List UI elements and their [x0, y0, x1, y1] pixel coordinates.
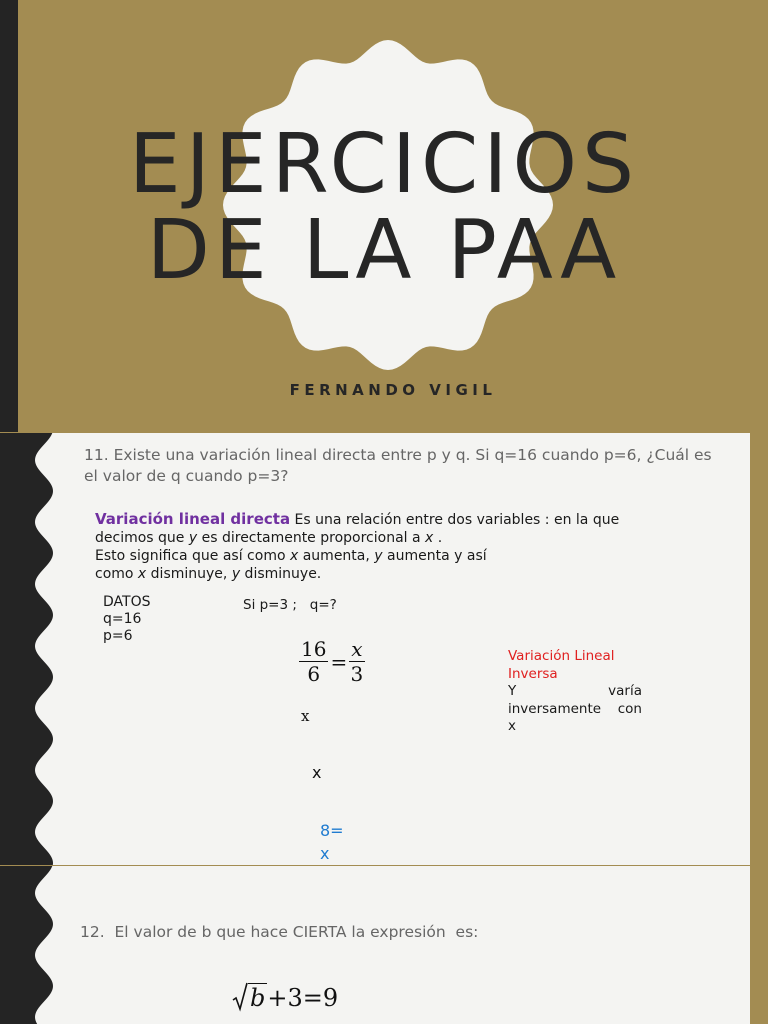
right-gold-bar: [750, 433, 768, 865]
definition-text: .: [433, 530, 443, 546]
exercise-12-slide: [0, 866, 768, 1024]
var-y: y: [231, 566, 241, 582]
given-data: [103, 594, 150, 645]
definition-title: Variación lineal directa: [95, 510, 291, 528]
definition-text: Esto significa que así como: [95, 548, 290, 564]
inverse-word: varía: [608, 683, 642, 699]
radical-equation: [232, 982, 338, 1012]
inverse-variation-note: [508, 648, 642, 736]
numerator: x: [351, 637, 363, 661]
inverse-word: x: [508, 718, 516, 734]
inverse-row: [508, 683, 642, 701]
author-name: FERNANDO VIGIL: [289, 381, 497, 399]
denominator: 6: [307, 662, 321, 686]
definition-text: aumenta,: [298, 548, 375, 564]
equals-sign: =: [330, 649, 348, 674]
equation-rest: +3=9: [267, 984, 339, 1012]
var-y: y: [188, 530, 198, 546]
datos-label: DATOS: [103, 594, 151, 610]
condition-text: Si p=3 ; q=?: [243, 597, 337, 613]
inverse-word: inversamente: [508, 700, 602, 717]
exercise-11-slide: [0, 433, 768, 865]
left-wave-border: [0, 866, 58, 1024]
result: [320, 819, 344, 865]
step-x-2: x: [312, 763, 322, 782]
title-slide: [0, 0, 768, 432]
inverse-word: con: [617, 700, 642, 717]
inverse-word: Y: [508, 683, 517, 699]
result-line2: x: [320, 844, 330, 863]
var-x: x: [425, 530, 434, 546]
var-y: y: [374, 548, 383, 564]
sqrt-symbol-icon: [232, 982, 248, 1012]
slide-title-line2: DE LA PAA: [146, 203, 622, 298]
var-x: x: [289, 548, 299, 564]
left-wave-border: [0, 433, 58, 865]
definition-box: [95, 510, 655, 583]
datos-q: q=16: [103, 611, 142, 627]
definition-text: aumenta y así: [382, 548, 487, 564]
definition-text: disminuye,: [146, 566, 232, 582]
definition-text: Es una relación entre dos variables : en la que decimos que: [95, 512, 620, 546]
definition-text: como: [95, 566, 138, 582]
slide-title-line1: EJERCICIOS: [128, 117, 640, 212]
var-x: x: [137, 566, 147, 582]
right-gold-bar: [750, 866, 768, 1024]
fraction-right: [349, 638, 364, 685]
question-11: 11. Existe una variación lineal directa entre p y q. Si q=16 cuando p=6, ¿Cuál es el valor de q cuando p=3?: [84, 446, 712, 485]
definition-text: es directamente proporcional a: [197, 530, 426, 546]
fraction-left: [299, 638, 328, 685]
inverse-title: Variación Lineal Inversa: [508, 648, 615, 682]
numerator: 16: [301, 637, 327, 661]
result-line1: 8=: [320, 821, 344, 840]
proportion-equation: [299, 638, 365, 685]
definition-text: disminuye.: [240, 566, 322, 582]
denominator: 3: [350, 662, 364, 686]
inverse-row: [508, 701, 642, 719]
radicand: b: [250, 984, 266, 1012]
step-x-1: x: [301, 707, 310, 725]
datos-p: p=6: [103, 628, 133, 644]
question-12: 12. El valor de b que hace CIERTA la expresión es:: [80, 923, 479, 941]
